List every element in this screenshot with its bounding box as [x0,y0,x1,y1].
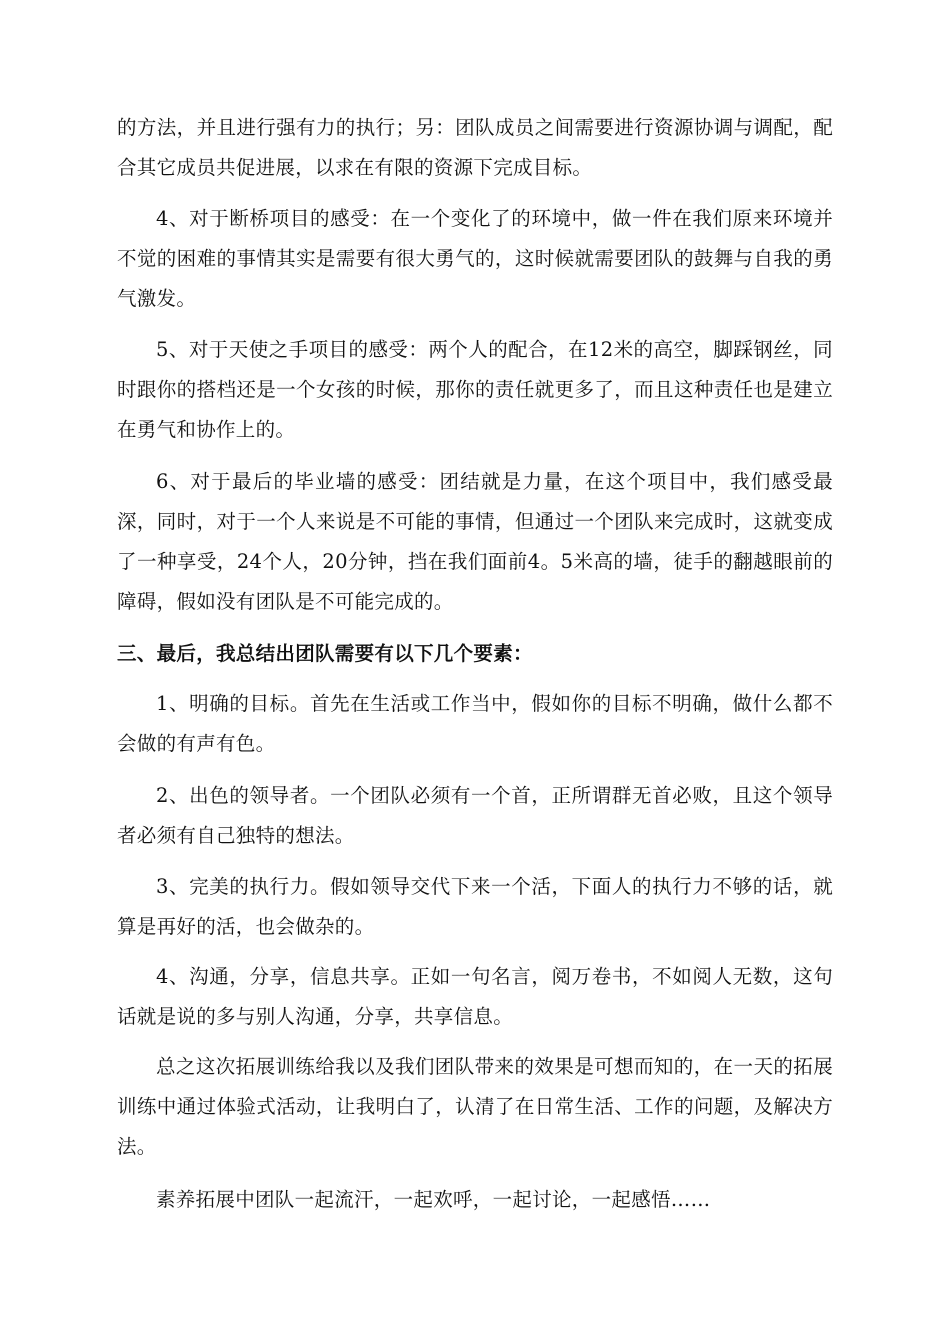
paragraph-item-4-broken-bridge: 4、对于断桥项目的感受：在一个变化了的环境中，做一件在我们原来环境并不觉的困难的事情其实是需要有很大勇气的，这时候就需要团队的鼓舞与自我的勇气激发。 [117,207,833,310]
paragraph-summary: 总之这次拓展训练给我以及我们团队带来的效果是可想而知的，在一天的拓展训练中通过体验式活动，让我明白了，认清了在日常生活、工作的问题，及解决方法。 [117,1055,833,1158]
paragraph-item-5-angel-hand: 5、对于天使之手项目的感受：两个人的配合，在12米的高空，脚踩钢丝，同时跟你的搭档还是一个女孩的时候，那你的责任就更多了，而且这种责任也是建立在勇气和协作上的。 [117,338,833,441]
paragraph-point-2-leader: 2、出色的领导者。一个团队必须有一个首，正所谓群无首必败，且这个领导者必须有自己独特的想法。 [117,784,833,847]
paragraph-closing: 素养拓展中团队一起流汗，一起欢呼，一起讨论，一起感悟…… [156,1188,711,1211]
paragraph-point-1-clear-goal: 1、明确的目标。首先在生活或工作当中，假如你的目标不明确，做什么都不会做的有声有色。 [117,692,833,755]
paragraph-item-6-graduation-wall: 6、对于最后的毕业墙的感受：团结就是力量，在这个项目中，我们感受最深，同时，对于一个人来说是不可能的事情，但通过一个团队来完成时，这就变成了一种享受，24个人，20分钟，挡在我们面前4。5米高的墙，徒手的翻越眼前的障碍，假如没有团队是不可能完成的。 [117,470,833,613]
paragraph-point-4-communication: 4、沟通，分享，信息共享。正如一句名言，阅万卷书，不如阅人无数，这句话就是说的多与别人沟通，分享，共享信息。 [117,965,833,1028]
paragraph-point-3-execution: 3、完美的执行力。假如领导交代下来一个活，下面人的执行力不够的话，就算是再好的活，也会做杂的。 [117,875,833,938]
section-heading-three: 三、最后，我总结出团队需要有以下几个要素： [117,642,533,665]
paragraph-continuation: 的方法，并且进行强有力的执行；另：团队成员之间需要进行资源协调与调配，配合其它成员共促进展，以求在有限的资源下完成目标。 [117,116,833,179]
